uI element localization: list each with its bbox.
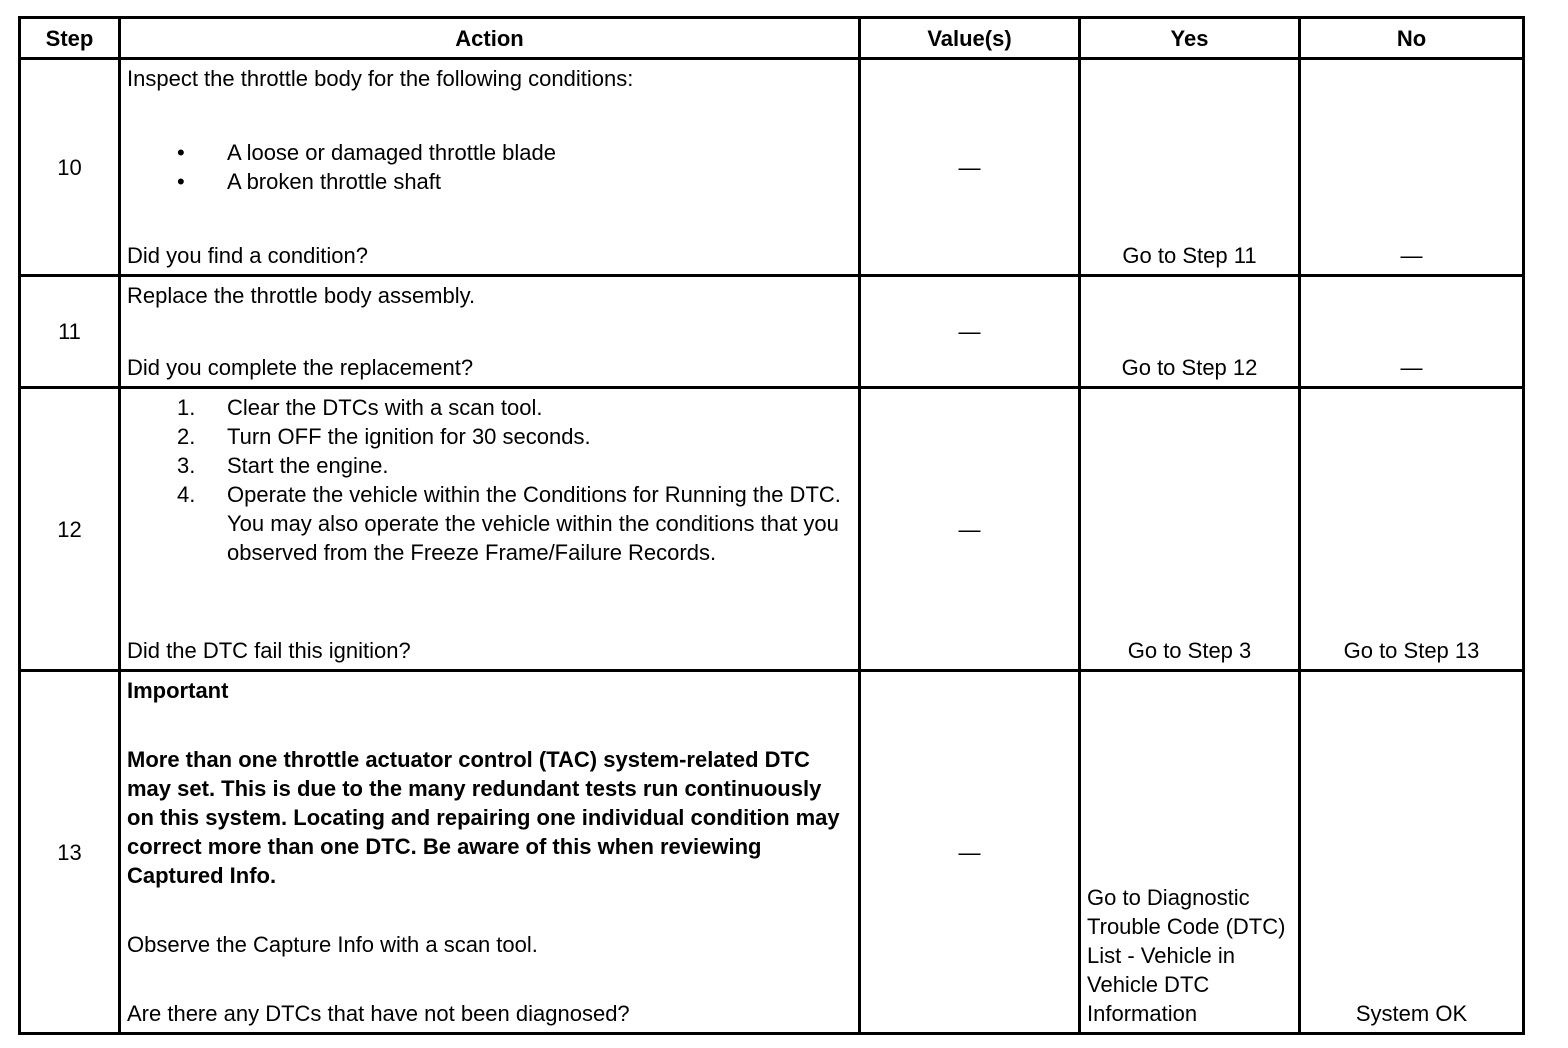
action-question: Did the DTC fail this ignition? [127,638,411,663]
list-item: • A loose or damaged throttle blade [127,138,852,167]
header-no: No [1300,18,1524,59]
list-number: 1. [177,395,196,420]
list-item [127,480,852,567]
important-title: Important [127,678,229,703]
procedure-list [127,393,852,567]
no-result: — [1400,355,1423,380]
action-intro: Observe the Capture Info with a scan tool. [127,932,538,957]
list-item: • A broken throttle shaft [127,167,852,196]
list-text: Start the engine. [227,453,389,478]
action-intro: Replace the throttle body assembly. [127,283,476,308]
step-number: 11 [20,276,120,388]
header-action: Action [120,18,860,59]
header-yes: Yes [1080,18,1300,59]
no-cell [1300,59,1524,276]
yes-result: Go to Step 12 [1121,355,1258,380]
yes-result: Go to Diagnostic Trouble Code (DTC) List - Vehicle in Vehicle DTC Information [1087,885,1286,1026]
table-row-step-12 [20,388,1524,671]
action-question: Did you find a condition? [127,243,368,268]
list-text: Clear the DTCs with a scan tool. [227,395,543,420]
yes-cell [1080,276,1300,388]
no-result: — [1400,243,1423,268]
header-row [20,18,1524,59]
list-number: 3. [177,453,196,478]
no-cell [1300,276,1524,388]
no-cell [1300,388,1524,671]
action-question: Did you complete the replacement? [127,355,474,380]
table-row-step-13 [20,671,1524,1034]
action-cell [120,276,860,388]
list-item [127,422,852,451]
important-note: More than one throttle actuator control (TAC) system-related DTC may set. This is due to the many redundant tests run continuously on this system. Locating and repairing one individual condition may correct more than one DTC. Be aware of this when reviewing Captured Info. [127,747,840,888]
step-number: 12 [20,388,120,671]
list-text: Operate the vehicle within the Conditions for Running the DTC. You may also operate the vehicle within the conditions that you observed from the Freeze Frame/Failure Records. [227,482,841,565]
step-number: 10 [20,59,120,276]
yes-cell [1080,671,1300,1034]
step-number: 13 [20,671,120,1034]
diagnostic-table [18,16,1525,1035]
value-cell: — [860,388,1080,671]
action-intro: Inspect the throttle body for the following conditions: [127,66,634,91]
header-step: Step [20,18,120,59]
value-cell: — [860,59,1080,276]
yes-cell [1080,388,1300,671]
header-values: Value(s) [860,18,1080,59]
no-result: Go to Step 13 [1343,638,1480,663]
list-item [127,393,852,422]
list-number: 2. [177,424,196,449]
action-cell [120,671,860,1034]
action-cell [120,59,860,276]
yes-result: Go to Step 11 [1122,243,1257,268]
condition-list [127,138,852,196]
list-text: Turn OFF the ignition for 30 seconds. [227,424,591,449]
table-row-step-11 [20,276,1524,388]
list-number: 4. [177,482,196,507]
action-cell [120,388,860,671]
table-row-step-10 [20,59,1524,276]
yes-result: Go to Step 3 [1127,638,1252,663]
action-question: Are there any DTCs that have not been diagnosed? [127,1001,630,1026]
value-cell: — [860,276,1080,388]
no-result: System OK [1355,1001,1468,1026]
list-item [127,451,852,480]
yes-cell [1080,59,1300,276]
value-cell: — [860,671,1080,1034]
no-cell [1300,671,1524,1034]
